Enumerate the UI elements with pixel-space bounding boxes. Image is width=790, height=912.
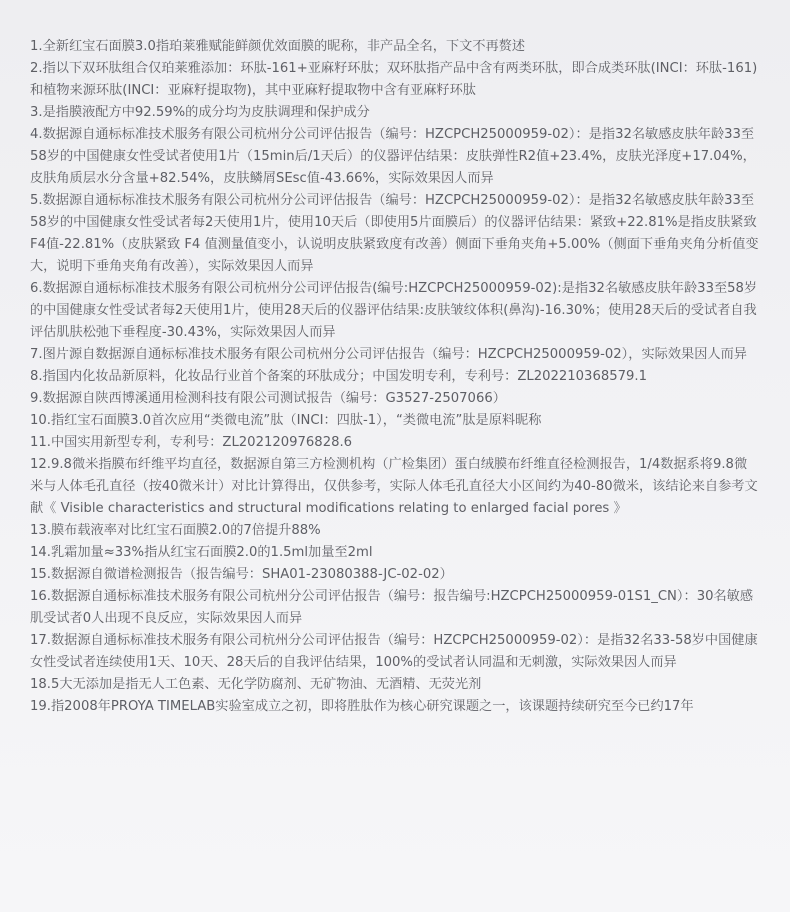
footnote-2: 2.指以下双环肽组合仅珀莱雅添加：环肽-161+亚麻籽环肽；双环肽指产品中含有两类环肽，即合成类环肽(INCI：环肽-161)和植物来源环肽(INCI：亚麻籽提取物)，其中亚麻籽提取物中含有亚麻籽环肽 — [30, 61, 758, 98]
footnote-3: 3.是指膜液配方中92.59%的成分均为皮肤调理和保护成分 — [30, 105, 370, 120]
footnote-4: 4.数据源自通标标准技术服务有限公司杭州分公司评估报告（编号：HZCPCH25000959-02）：是指32名敏感皮肤年龄33至58岁的中国健康女性受试者使用1片（15min后/1天后）的仪器评估结果：皮肤弹性R2值+23.4%，皮肤光泽度+17.04%，皮肤角质层水分含量+82.54%，皮肤鳞屑SEsc值-43.66%，实际效果因人而异 — [30, 127, 756, 186]
footnote-13: 13.膜布载液率对比红宝石面膜2.0的7倍提升88% — [30, 523, 321, 538]
footnote-17: 17.数据源自通标标准技术服务有限公司杭州分公司评估报告（编号：HZCPCH25000959-02）：是指32名33-58岁中国健康女性受试者连续使用1天、10天、28天后的自我评估结果，100%的受试者认同温和无刺激，实际效果因人而异 — [30, 633, 758, 670]
footnote-11: 11.中国实用新型专利，专利号：ZL202120976828.6 — [30, 435, 353, 450]
footnote-7: 7.图片源自数据源自通标标准技术服务有限公司杭州分公司评估报告（编号：HZCPCH25000959-02），实际效果因人而异 — [30, 347, 747, 362]
footnote-10: 10.指红宝石面膜3.0首次应用“类微电流”肽（INCI：四肽-1），“类微电流”肽是原料昵称 — [30, 413, 542, 428]
footnote-15: 15.数据源自微谱检测报告（报告编号：SHA01-23080388-JC-02-02） — [30, 567, 453, 582]
footnotes-list — [30, 36, 760, 718]
footnote-8: 8.指国内化妆品新原料，化妆品行业首个备案的环肽成分；中国发明专利，专利号：ZL202210368579.1 — [30, 369, 647, 384]
footnote-12: 12.9.8微米指膜布纤维平均直径，数据源自第三方检测机构（广检集团）蛋白绒膜布纤维直径检测报告，1/4数据系将9.8微米与人体毛孔直径（按40微米计）对比计算得出，仅供参考，实际人体毛孔直径大小区间约为40-80微米，该结论来自参考文献《 Visible characteristics and structural modifications relating to enlarged facial pores 》 — [30, 457, 758, 516]
footnote-14: 14.乳霜加量≈33%指从红宝石面膜2.0的1.5ml加量至2ml — [30, 545, 373, 560]
footnote-5: 5.数据源自通标标准技术服务有限公司杭州分公司评估报告（编号：HZCPCH25000959-02）：是指32名敏感皮肤年龄33至58岁的中国健康女性受试者每2天使用1片，使用10天后（即使用5片面膜后）的仪器评估结果：紧致+22.81%是指皮肤紧致F4值-22.81%（皮肤紧致 F4 值测量值变小，认说明皮肤紧致度有改善）侧面下垂角夹角+5.00%（侧面下垂角夹角分析值变大，说明下垂角夹角有改善），实际效果因人而异 — [30, 193, 759, 274]
footnote-19: 19.指2008年PROYA TIMELAB实验室成立之初，即将胜肽作为核心研究课题之一，该课题持续研究至今已约17年 — [30, 699, 694, 714]
footnote-1: 1.全新红宝石面膜3.0指珀莱雅赋能鲜颜优效面膜的昵称，非产品全名，下文不再赘述 — [30, 39, 526, 54]
footnote-9: 9.数据源自陕西博溪通用检测科技有限公司测试报告（编号：G3527-2507066） — [30, 391, 506, 406]
footnote-18: 18.5大无添加是指无人工色素、无化学防腐剂、无矿物油、无酒精、无荧光剂 — [30, 677, 482, 692]
footnote-6: 6.数据源自通标标准技术服务有限公司杭州分公司评估报告(编号:HZCPCH25000959-02):是指32名敏感皮肤年龄33至58岁的中国健康女性受试者每2天使用1片，使用28天后的仪器评估结果:皮肤皱纹体积(鼻沟)-16.30%；使用28天后的受试者自我评估肌肤松弛下垂程度-30.43%，实际效果因人而异 — [30, 281, 758, 340]
footnote-16: 16.数据源自通标标准技术服务有限公司杭州分公司评估报告（编号：报告编号:HZCPCH25000959-01S1_CN）：30名敏感肌受试者0人出现不良反应，实际效果因人而异 — [30, 589, 754, 626]
